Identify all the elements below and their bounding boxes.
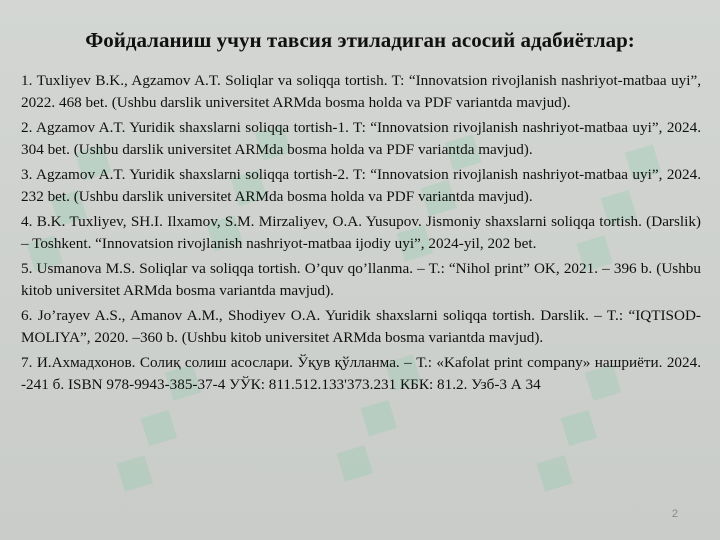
watermark-mark-1: ◆◆◆ (4, 119, 131, 285)
reference-item-1: 1. Tuxliyev B.K., Agzamov A.T. Soliqlar va soliqqa tortish. T: “Innovatsion rivojlanish nashriyot-matbaa uyi”, 2022. 468 bet. (Ushbu darslik universitet ARMda bosma holda va PDF variantda mavjud). (21, 72, 701, 111)
reference-item-6: 6. Jo’rayev A.S., Amanov A.M., Shodiyev O.A. Yuridik shaxslarni soliqqa tortish. Darslik. – T.: “IQTISOD-MOLIYA”, 2020. –360 b. (Ushbu kitob universitet ARMda bosma variantda mavjud). (21, 307, 701, 346)
watermark-mark-3: ◆◆◆ (374, 109, 501, 275)
reference-item-4: 4. B.K. Tuxliyev, SH.I. Ilxamov, S.M. Mirzaliyev, O.A. Yusupov. Jismoniy shaxslarni soliqqa tortish. (Darslik) – Toshkent. “Innovatsion rivojlanish nashriyot-matbaa ijodiy uyi”, 2024-yil, 202 bet. (21, 213, 701, 252)
reference-item-2: 2. Agzamov A.T. Yuridik shaxslarni soliqqa tortish-1. T: “Innovatsion rivojlanish nashriyot-matbaa uyi”, 2024. 304 bet. (Ushbu darslik universitet ARMda bosma holda va PDF variantda mavjud). (21, 119, 701, 158)
reference-list (21, 70, 701, 399)
watermark-mark-7: ◆◆◆ (514, 339, 641, 505)
watermark-mark-2: ◆◆◆ (184, 99, 311, 265)
page-title: Фойдаланиш учун тавсия этиладиган асосий адабиётлар: (85, 28, 635, 52)
page-number: 2 (671, 508, 678, 520)
reference-item-3: 3. Agzamov A.T. Yuridik shaxslarni soliqqa tortish-2. T: “Innovatsion rivojlanish nashriyot-matbaa uyi”, 2024. 232 bet. (Ushbu darslik universitet ARMda bosma holda va PDF variantda mavjud). (21, 166, 701, 205)
watermark-mark-6: ◆◆◆ (314, 329, 441, 495)
watermark-mark-5: ◆◆◆ (94, 339, 221, 505)
reference-item-7: 7. И.Ахмадхонов. Солиқ солиш асослари. Ўқув қўлланма. – Т.: «Kafolat print company» нашриёти. 2024. -241 б. ISBN 978-9943-385-37-4 УЎК: 811.512.133'373.231 КБК: 81.2. Узб-3 А 34 (21, 354, 701, 393)
watermark-mark-4: ◆◆◆ (554, 119, 681, 285)
reference-item-5: 5. Usmanova M.S. Soliqlar va soliqqa tortish. O’quv qo’llanma. – T.: “Nihol print” OK, 2021. – 396 b. (Ushbu kitob universitet ARMda bosma variantda mavjud). (21, 260, 701, 299)
